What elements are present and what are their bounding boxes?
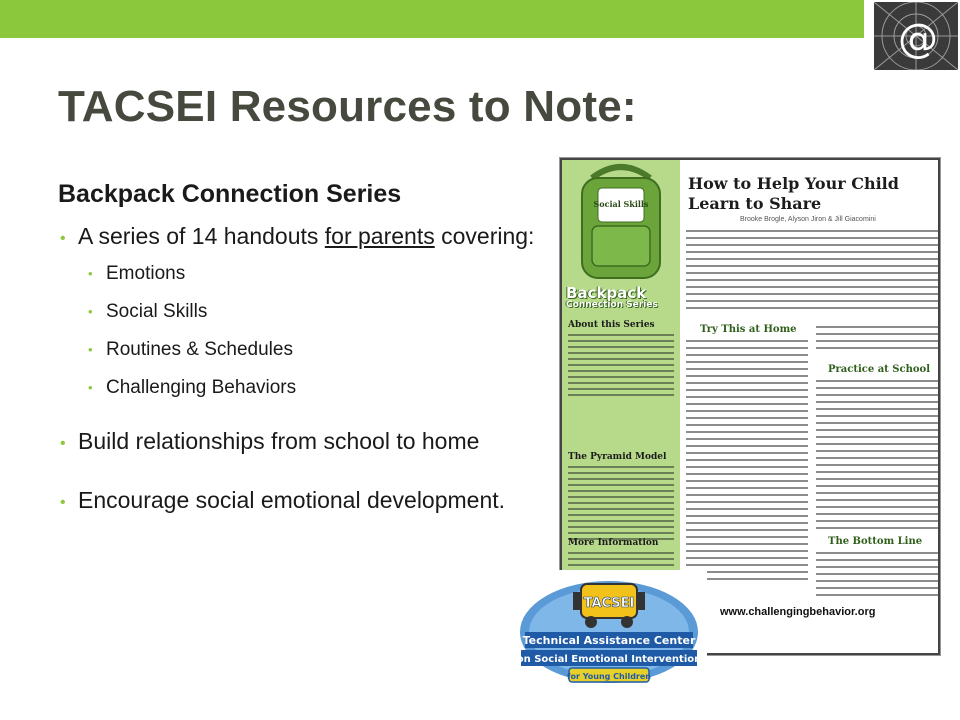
bullet-handouts [58,221,548,252]
left-section-about: About this Series [568,320,655,330]
handout-right-column [680,160,938,653]
sub-item-routines: • Routines & Schedules [58,338,548,362]
left-section-more-info: More Information [568,538,659,548]
handout-intro-text [686,230,940,314]
handout-website: www.challengingbehavior.org [720,606,876,618]
handout-title-line1: How to Help Your Child [688,174,899,193]
bullet-social-emotional: • Encourage social emotional development. [58,485,548,516]
section-heading: Backpack Connection Series [58,180,402,208]
series-title [566,286,676,311]
badge-text: Social Skills [593,199,649,209]
handout-text-school [816,380,938,534]
bullet-handouts-text: A series of 14 handouts [78,223,325,249]
backpack-icon [562,160,680,290]
bullet-relationships: • Build relationships from school to home [58,426,548,457]
tacsei-line1: Technical Assistance Center [522,634,696,647]
sub-item-social-skills: • Social Skills [58,300,548,324]
series-line1: Backpack [566,284,647,302]
handout-text-home [686,340,808,585]
left-text-pyramid [568,466,674,544]
tacsei-line3: for Young Children [566,672,652,681]
corner-logo [872,0,960,72]
tacsei-line2: on Social Emotional Intervention [516,654,702,665]
handout-section-bottom-line: The Bottom Line [828,536,923,547]
sub-item-challenging-behaviors: • Challenging Behaviors [58,376,548,400]
handout-text-bottom-line [816,552,938,601]
slide-content [58,180,548,526]
sub-item-emotions: • Emotions [58,262,548,286]
top-accent-bar [0,0,864,38]
slide-title: TACSEI Resources to Note: [58,82,637,131]
handout-title-line2: Learn to Share [688,194,822,213]
bullet-handouts-tail: covering: [434,223,535,249]
at-sign-icon: @ [898,16,938,62]
handout-text-col2-top [816,326,938,354]
handout-section-school: Practice at School [828,364,931,375]
series-line2: Connection Series [566,300,658,310]
left-section-pyramid: The Pyramid Model [568,452,667,462]
handout-authors: Brooke Brogle, Alyson Jiron & Jill Giacomini [740,216,876,223]
left-text-about [568,334,674,400]
tacsei-acronym: TACSEI [583,596,635,611]
handout-title [688,174,899,214]
tacsei-logo [511,570,707,690]
tacsei-logo-graphic [511,570,707,690]
handout-section-home: Try This at Home [700,324,797,335]
for-parents-link[interactable]: for parents [324,223,435,249]
